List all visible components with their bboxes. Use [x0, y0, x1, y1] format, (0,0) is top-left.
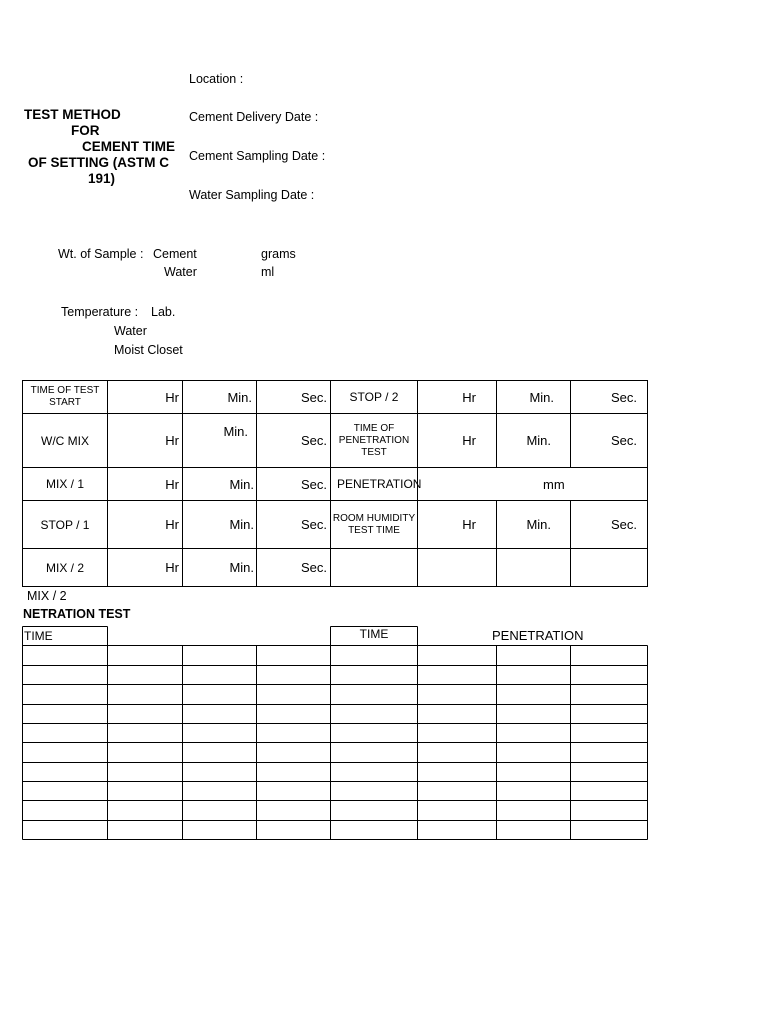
mix-1-min-unit: Min. [229, 476, 254, 492]
penetration-mix-label: MIX / 2 [27, 589, 67, 603]
wc-mix-hr-unit: Hr [165, 433, 179, 448]
title-line-2: FOR [71, 123, 100, 138]
location-label: Location : [189, 72, 244, 86]
temperature-lab-label: Lab. [151, 305, 176, 319]
wc-mix-label: W/C MIX [41, 433, 89, 448]
penetration-mm-unit: mm [543, 476, 565, 492]
room-humidity-sec-unit: Sec. [610, 517, 637, 532]
test-start-hr-unit: Hr [165, 389, 179, 405]
test-start-min-unit: Min. [227, 389, 252, 405]
room-humidity-hr-unit: Hr [462, 517, 476, 532]
title-line-5: 191) [88, 171, 116, 186]
title-line-3: CEMENT TIME [82, 139, 175, 154]
penetration-test-sec-unit: Sec. [610, 433, 637, 448]
mix-1-hr-unit: Hr [165, 476, 179, 492]
penetration-test-heading: NETRATION TEST [23, 607, 131, 621]
room-humidity-test-time-label: ROOM HUMIDITY TEST TIME [332, 512, 416, 536]
sample-cement-label: Cement [153, 247, 197, 261]
time-of-penetration-test-label: TIME OF PENETRATION TEST [338, 422, 410, 458]
stop-2-label: STOP / 2 [349, 390, 399, 404]
penetration-time-right-header: TIME [359, 627, 389, 641]
test-start-sec-unit: Sec. [300, 389, 327, 405]
mix-1-sec-unit: Sec. [300, 476, 327, 492]
penetration-header: PENETRATION [492, 627, 584, 643]
water-sampling-date-label: Water Sampling Date : [189, 188, 315, 202]
penetration-test-hr-unit: Hr [462, 433, 476, 448]
cement-sampling-date-label: Cement Sampling Date : [189, 149, 326, 163]
mix-2-sec-unit: Sec. [300, 560, 327, 575]
temperature-water-label: Water [114, 324, 147, 338]
temperature-label: Temperature : [61, 305, 139, 319]
mix-2-label: MIX / 2 [45, 560, 84, 575]
penetration-time-left-header: TIME [24, 629, 53, 643]
stop-1-sec-unit: Sec. [300, 517, 327, 532]
time-of-test-start-label: TIME OF TEST START [30, 385, 100, 408]
cement-delivery-date-label: Cement Delivery Date : [189, 110, 319, 124]
wc-mix-min-unit: Min. [223, 423, 248, 439]
room-humidity-min-unit: Min. [526, 517, 551, 532]
mix-2-min-unit: Min. [229, 560, 254, 575]
stop-1-label: STOP / 1 [40, 517, 90, 532]
mix-1-label: MIX / 1 [45, 477, 84, 491]
stop-2-sec-unit: Sec. [610, 389, 637, 405]
sample-cement-unit: grams [261, 247, 296, 261]
sample-weight-label: Wt. of Sample : [58, 247, 144, 261]
wc-mix-sec-unit: Sec. [300, 433, 327, 448]
stop-2-hr-unit: Hr [462, 389, 476, 405]
title-line-4: OF SETTING (ASTM C [28, 155, 169, 170]
sample-water-unit: ml [261, 265, 275, 279]
stop-1-hr-unit: Hr [165, 517, 179, 532]
stop-1-min-unit: Min. [229, 517, 254, 532]
sample-water-label: Water [164, 265, 197, 279]
title-line-1: TEST METHOD [24, 107, 121, 122]
temperature-moist-closet-label: Moist Closet [114, 343, 183, 357]
mix-2-hr-unit: Hr [165, 560, 179, 575]
stop-2-min-unit: Min. [529, 389, 554, 405]
penetration-test-min-unit: Min. [526, 433, 551, 448]
penetration-label: PENETRATION [337, 477, 422, 491]
